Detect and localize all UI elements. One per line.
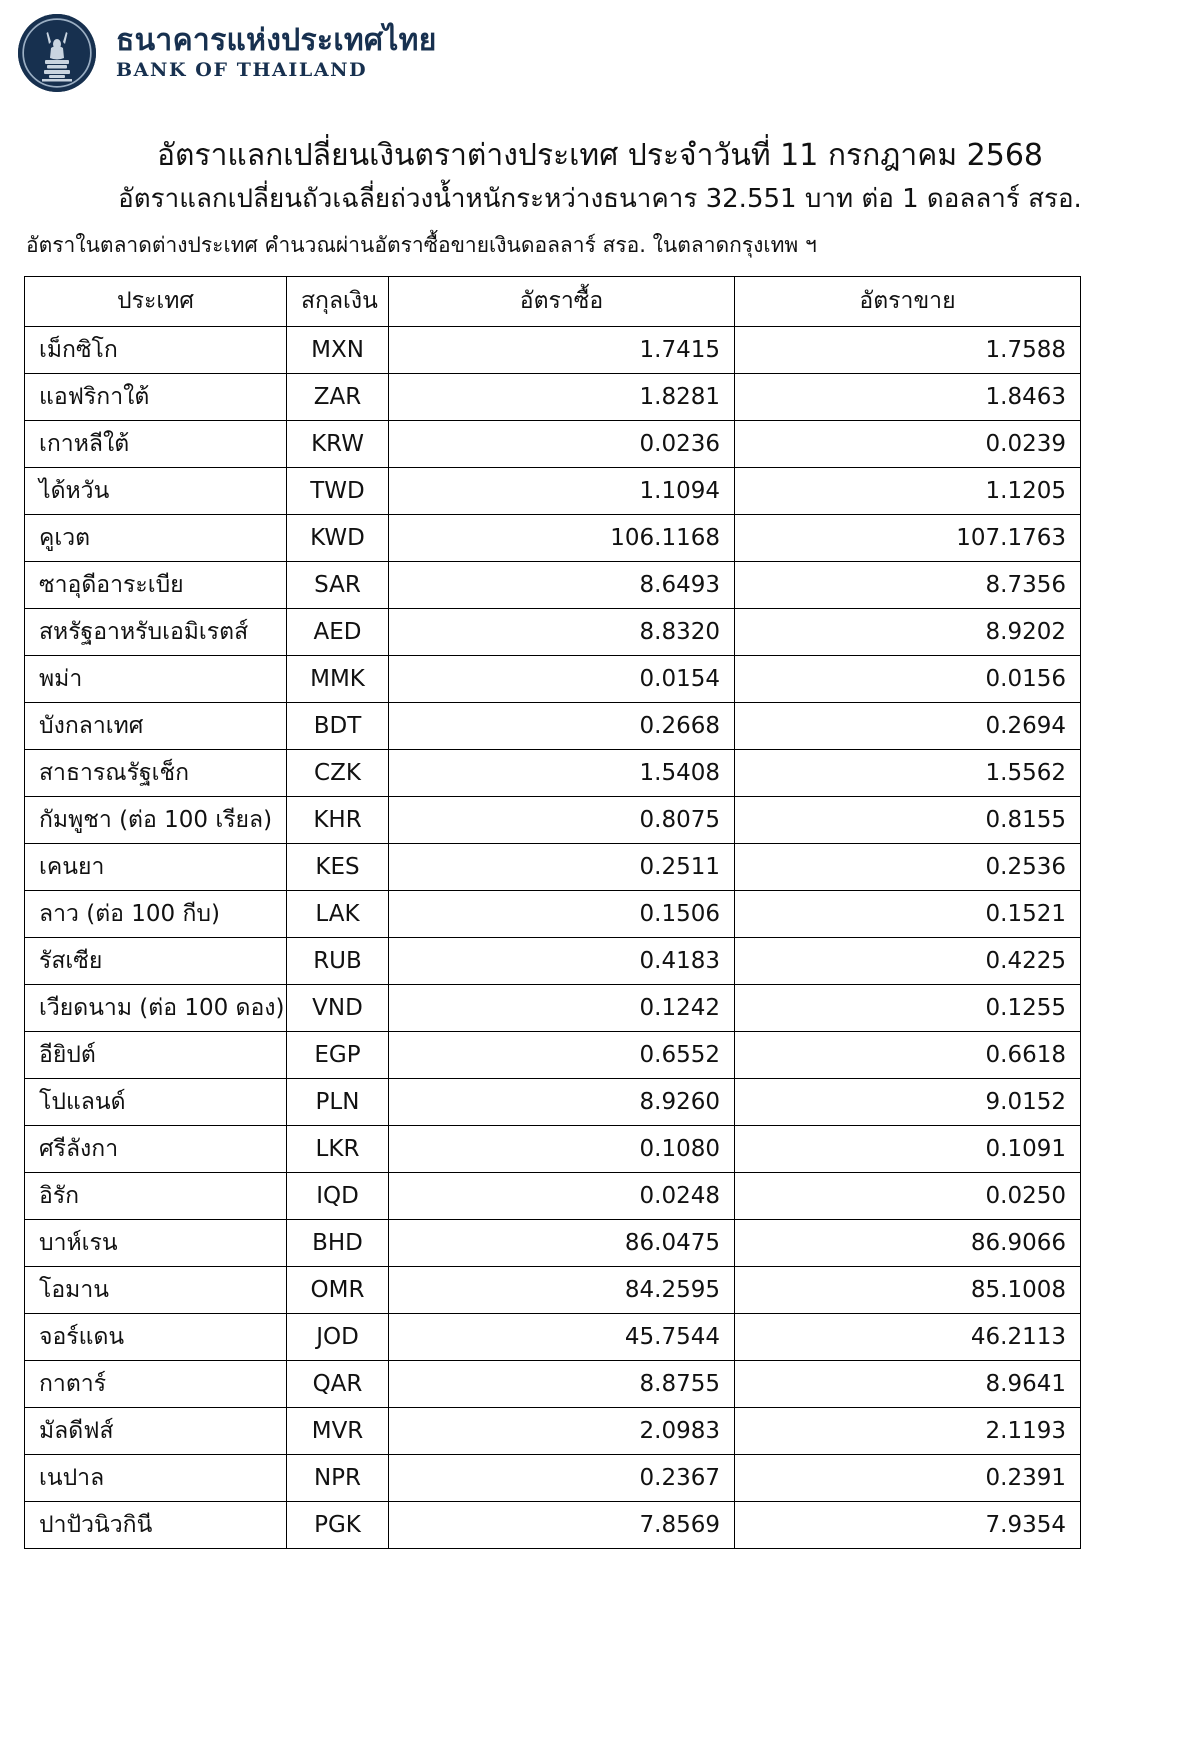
cell-currency-code: RUB bbox=[287, 937, 389, 984]
page-title: อัตราแลกเปลี่ยนเงินตราต่างประเทศ ประจำวันที่ 11 กรกฎาคม 2568 bbox=[156, 138, 1044, 173]
page-note: อัตราในตลาดต่างประเทศ คำนวณผ่านอัตราซื้อขายเงินดอลลาร์ สรอ. ในตลาดกรุงเทพ ฯ bbox=[26, 232, 817, 257]
cell-sell-rate: 0.6618 bbox=[735, 1031, 1081, 1078]
cell-currency-code: MVR bbox=[287, 1407, 389, 1454]
cell-sell-rate: 0.1091 bbox=[735, 1125, 1081, 1172]
column-header-country: ประเทศ bbox=[25, 276, 287, 326]
cell-country: ศรีลังกา bbox=[25, 1125, 287, 1172]
cell-buy-rate: 8.8755 bbox=[389, 1360, 735, 1407]
cell-buy-rate: 1.5408 bbox=[389, 749, 735, 796]
cell-currency-code: KRW bbox=[287, 420, 389, 467]
cell-buy-rate: 0.8075 bbox=[389, 796, 735, 843]
bank-of-thailand-seal-icon bbox=[18, 14, 96, 92]
table-row bbox=[25, 1172, 1081, 1219]
cell-sell-rate: 86.9066 bbox=[735, 1219, 1081, 1266]
page-headings bbox=[0, 136, 1200, 262]
cell-country: สาธารณรัฐเช็ก bbox=[25, 749, 287, 796]
cell-buy-rate: 86.0475 bbox=[389, 1219, 735, 1266]
cell-currency-code: CZK bbox=[287, 749, 389, 796]
cell-country: คูเวต bbox=[25, 514, 287, 561]
table-row bbox=[25, 843, 1081, 890]
brand-header bbox=[0, 0, 1200, 102]
cell-buy-rate: 45.7544 bbox=[389, 1313, 735, 1360]
cell-buy-rate: 0.0248 bbox=[389, 1172, 735, 1219]
cell-country: รัสเซีย bbox=[25, 937, 287, 984]
cell-sell-rate: 0.0250 bbox=[735, 1172, 1081, 1219]
cell-country: ปาปัวนิวกินี bbox=[25, 1501, 287, 1548]
table-row bbox=[25, 655, 1081, 702]
cell-currency-code: QAR bbox=[287, 1360, 389, 1407]
cell-buy-rate: 8.8320 bbox=[389, 608, 735, 655]
cell-sell-rate: 107.1763 bbox=[735, 514, 1081, 561]
column-header-buy-rate: อัตราซื้อ bbox=[389, 276, 735, 326]
cell-country: จอร์แดน bbox=[25, 1313, 287, 1360]
cell-sell-rate: 85.1008 bbox=[735, 1266, 1081, 1313]
cell-buy-rate: 2.0983 bbox=[389, 1407, 735, 1454]
table-row bbox=[25, 608, 1081, 655]
table-row bbox=[25, 984, 1081, 1031]
cell-buy-rate: 0.0236 bbox=[389, 420, 735, 467]
cell-country: เวียดนาม (ต่อ 100 ดอง) bbox=[25, 984, 287, 1031]
cell-currency-code: KHR bbox=[287, 796, 389, 843]
cell-country: อิรัก bbox=[25, 1172, 287, 1219]
table-row bbox=[25, 326, 1081, 373]
table-row bbox=[25, 749, 1081, 796]
cell-buy-rate: 1.7415 bbox=[389, 326, 735, 373]
table-row bbox=[25, 1407, 1081, 1454]
cell-sell-rate: 0.0239 bbox=[735, 420, 1081, 467]
cell-sell-rate: 0.8155 bbox=[735, 796, 1081, 843]
cell-sell-rate: 0.2536 bbox=[735, 843, 1081, 890]
cell-buy-rate: 0.1242 bbox=[389, 984, 735, 1031]
cell-country: กาตาร์ bbox=[25, 1360, 287, 1407]
cell-country: กัมพูชา (ต่อ 100 เรียล) bbox=[25, 796, 287, 843]
cell-buy-rate: 84.2595 bbox=[389, 1266, 735, 1313]
cell-buy-rate: 0.2668 bbox=[389, 702, 735, 749]
cell-currency-code: OMR bbox=[287, 1266, 389, 1313]
cell-currency-code: KES bbox=[287, 843, 389, 890]
table-header-row bbox=[25, 276, 1081, 326]
cell-country: เคนยา bbox=[25, 843, 287, 890]
cell-country: บังกลาเทศ bbox=[25, 702, 287, 749]
cell-country: โปแลนด์ bbox=[25, 1078, 287, 1125]
table-row bbox=[25, 561, 1081, 608]
cell-buy-rate: 1.8281 bbox=[389, 373, 735, 420]
table-row bbox=[25, 1313, 1081, 1360]
cell-sell-rate: 8.9202 bbox=[735, 608, 1081, 655]
page-subtitle: อัตราแลกเปลี่ยนถัวเฉลี่ยถ่วงน้ำหนักระหว่างธนาคาร 32.551 บาท ต่อ 1 ดอลลาร์ สรอ. bbox=[118, 183, 1082, 214]
cell-country: เนปาล bbox=[25, 1454, 287, 1501]
cell-buy-rate: 7.8569 bbox=[389, 1501, 735, 1548]
cell-currency-code: NPR bbox=[287, 1454, 389, 1501]
cell-currency-code: TWD bbox=[287, 467, 389, 514]
cell-country: แอฟริกาใต้ bbox=[25, 373, 287, 420]
cell-country: ซาอุดีอาระเบีย bbox=[25, 561, 287, 608]
table-row bbox=[25, 1031, 1081, 1078]
cell-buy-rate: 0.4183 bbox=[389, 937, 735, 984]
cell-country: สหรัฐอาหรับเอมิเรตส์ bbox=[25, 608, 287, 655]
cell-sell-rate: 0.4225 bbox=[735, 937, 1081, 984]
table-row bbox=[25, 702, 1081, 749]
table-row bbox=[25, 1125, 1081, 1172]
table-row bbox=[25, 1266, 1081, 1313]
cell-sell-rate: 9.0152 bbox=[735, 1078, 1081, 1125]
cell-currency-code: AED bbox=[287, 608, 389, 655]
cell-sell-rate: 0.2391 bbox=[735, 1454, 1081, 1501]
column-header-sell-rate: อัตราขาย bbox=[735, 276, 1081, 326]
cell-buy-rate: 0.0154 bbox=[389, 655, 735, 702]
cell-country: พม่า bbox=[25, 655, 287, 702]
table-header bbox=[25, 276, 1081, 326]
brand-name-english: BANK OF THAILAND bbox=[116, 58, 368, 81]
cell-sell-rate: 1.1205 bbox=[735, 467, 1081, 514]
cell-currency-code: BHD bbox=[287, 1219, 389, 1266]
table-row bbox=[25, 890, 1081, 937]
cell-buy-rate: 8.6493 bbox=[389, 561, 735, 608]
table-row bbox=[25, 467, 1081, 514]
cell-country: มัลดีฟส์ bbox=[25, 1407, 287, 1454]
cell-country: ลาว (ต่อ 100 กีบ) bbox=[25, 890, 287, 937]
seal-ring bbox=[23, 19, 91, 87]
exchange-rate-table bbox=[24, 276, 1081, 1549]
cell-buy-rate: 0.2367 bbox=[389, 1454, 735, 1501]
cell-currency-code: IQD bbox=[287, 1172, 389, 1219]
cell-sell-rate: 46.2113 bbox=[735, 1313, 1081, 1360]
cell-currency-code: BDT bbox=[287, 702, 389, 749]
cell-buy-rate: 0.2511 bbox=[389, 843, 735, 890]
table-row bbox=[25, 420, 1081, 467]
cell-sell-rate: 0.2694 bbox=[735, 702, 1081, 749]
exchange-rate-table-container bbox=[0, 276, 1200, 1549]
cell-buy-rate: 0.6552 bbox=[389, 1031, 735, 1078]
cell-sell-rate: 7.9354 bbox=[735, 1501, 1081, 1548]
table-row bbox=[25, 1360, 1081, 1407]
brand-name-thai: ธนาคารแห่งประเทศไทย bbox=[116, 23, 437, 59]
cell-country: ได้หวัน bbox=[25, 467, 287, 514]
cell-sell-rate: 1.7588 bbox=[735, 326, 1081, 373]
cell-country: เกาหลีใต้ bbox=[25, 420, 287, 467]
cell-sell-rate: 1.5562 bbox=[735, 749, 1081, 796]
table-row bbox=[25, 514, 1081, 561]
cell-sell-rate: 2.1193 bbox=[735, 1407, 1081, 1454]
cell-sell-rate: 8.7356 bbox=[735, 561, 1081, 608]
cell-currency-code: PLN bbox=[287, 1078, 389, 1125]
cell-currency-code: ZAR bbox=[287, 373, 389, 420]
cell-currency-code: MMK bbox=[287, 655, 389, 702]
cell-country: อียิปต์ bbox=[25, 1031, 287, 1078]
cell-buy-rate: 0.1080 bbox=[389, 1125, 735, 1172]
cell-currency-code: VND bbox=[287, 984, 389, 1031]
table-row bbox=[25, 1501, 1081, 1548]
cell-country: โอมาน bbox=[25, 1266, 287, 1313]
cell-currency-code: JOD bbox=[287, 1313, 389, 1360]
table-row bbox=[25, 373, 1081, 420]
column-header-currency: สกุลเงิน bbox=[287, 276, 389, 326]
table-row bbox=[25, 1078, 1081, 1125]
table-row bbox=[25, 1219, 1081, 1266]
cell-sell-rate: 0.1521 bbox=[735, 890, 1081, 937]
cell-sell-rate: 8.9641 bbox=[735, 1360, 1081, 1407]
cell-currency-code: LAK bbox=[287, 890, 389, 937]
cell-buy-rate: 1.1094 bbox=[389, 467, 735, 514]
table-row bbox=[25, 1454, 1081, 1501]
cell-currency-code: PGK bbox=[287, 1501, 389, 1548]
cell-buy-rate: 0.1506 bbox=[389, 890, 735, 937]
cell-buy-rate: 8.9260 bbox=[389, 1078, 735, 1125]
table-body bbox=[25, 326, 1081, 1548]
cell-currency-code: LKR bbox=[287, 1125, 389, 1172]
cell-currency-code: MXN bbox=[287, 326, 389, 373]
cell-sell-rate: 0.1255 bbox=[735, 984, 1081, 1031]
cell-buy-rate: 106.1168 bbox=[389, 514, 735, 561]
brand-title-block bbox=[116, 25, 437, 80]
cell-country: บาห์เรน bbox=[25, 1219, 287, 1266]
table-row bbox=[25, 796, 1081, 843]
cell-currency-code: SAR bbox=[287, 561, 389, 608]
cell-country: เม็กซิโก bbox=[25, 326, 287, 373]
cell-currency-code: KWD bbox=[287, 514, 389, 561]
cell-currency-code: EGP bbox=[287, 1031, 389, 1078]
cell-sell-rate: 1.8463 bbox=[735, 373, 1081, 420]
cell-sell-rate: 0.0156 bbox=[735, 655, 1081, 702]
table-row bbox=[25, 937, 1081, 984]
